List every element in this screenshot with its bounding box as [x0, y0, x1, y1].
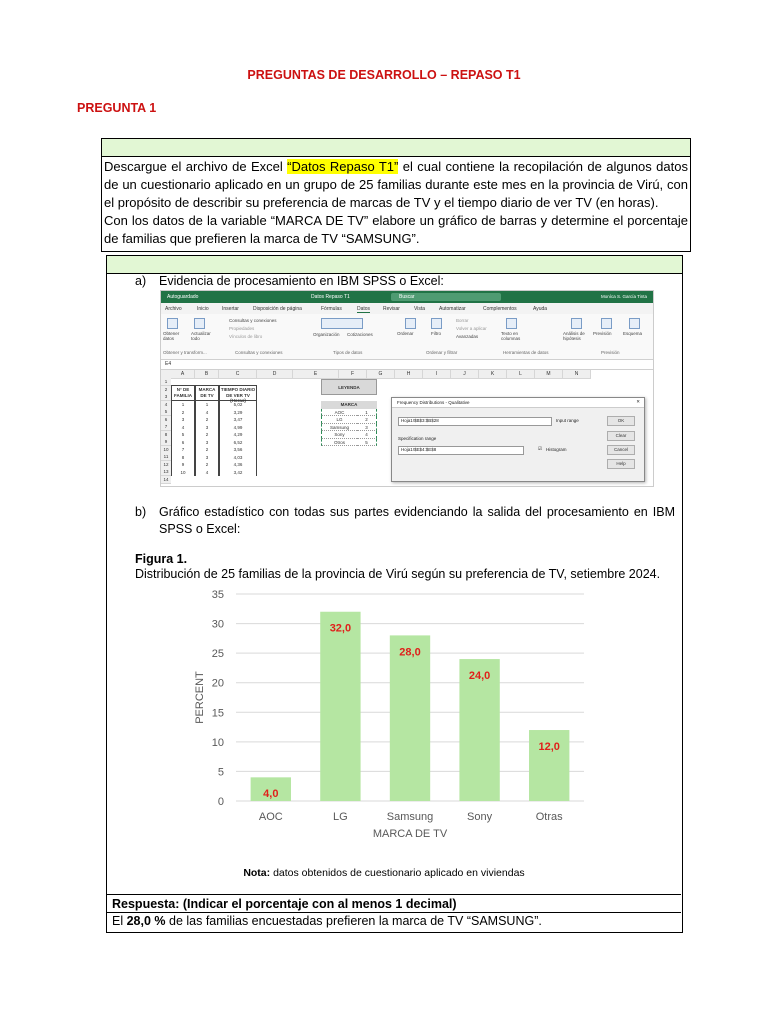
- data-label: 28,0: [399, 646, 421, 659]
- question-p1-before: Descargue el archivo de Excel: [104, 159, 288, 174]
- item-a: [135, 273, 444, 290]
- name-box[interactable]: E4: [165, 361, 172, 367]
- answer-after: de las familias encuestadas prefieren la marca de TV “SAMSUNG”.: [165, 914, 542, 928]
- ribbon-ordenar[interactable]: Ordenar: [397, 331, 414, 336]
- table-header: MARCA DE TV: [195, 385, 219, 401]
- group-ordenar: Ordenar y filtrar: [426, 350, 458, 355]
- legend-code[interactable]: 1: [357, 409, 377, 417]
- question-p1-after: el cual contiene la recopilación de algunos datos de un cuestionario aplicado en un grupo de 25 familias durante este mes en la provincia de Virú, con el propósito de describir su preferencia de marcas de TV y el tiempo diario de ver TV (en horas).: [104, 159, 688, 210]
- figure-title: Distribución de 25 familias de la provincia de Virú según su preferencia de TV, setiembre 2024.: [135, 567, 661, 581]
- column-header[interactable]: N: [563, 370, 591, 379]
- question-text: [102, 157, 690, 251]
- row-header[interactable]: 5: [161, 408, 171, 416]
- ribbon-organizacion[interactable]: Organización: [313, 332, 340, 337]
- ribbon-filtro[interactable]: Filtro: [431, 331, 441, 336]
- ribbon-analisis[interactable]: Análisis de hipótesis: [563, 331, 585, 341]
- legend-code[interactable]: 4: [357, 431, 377, 439]
- bar-samsung: [390, 635, 430, 801]
- table-cell[interactable]: 3,29: [219, 409, 257, 417]
- excel-search-label: Buscar: [399, 294, 415, 300]
- question-box-header: [102, 139, 690, 157]
- x-tick-label: Otras: [535, 811, 563, 823]
- response-divider-2: [106, 912, 681, 913]
- histogram-checkbox[interactable]: ☑: [538, 446, 543, 451]
- forecast-icon[interactable]: [601, 318, 612, 329]
- table-cell[interactable]: 1: [195, 401, 219, 409]
- excel-file-title: Datos Repaso T1: [311, 294, 350, 300]
- y-tick-label: 35: [211, 589, 224, 601]
- legend-code[interactable]: 3: [357, 424, 377, 432]
- column-header[interactable]: C: [219, 370, 257, 379]
- column-header[interactable]: A: [171, 370, 195, 379]
- data-label: 32,0: [329, 622, 352, 635]
- spec-range-value: Hoja1!$E$4:$E$8: [401, 447, 437, 452]
- table-cell[interactable]: 2: [195, 461, 219, 469]
- row-header[interactable]: 9: [161, 438, 171, 446]
- table-cell[interactable]: 3: [171, 416, 195, 424]
- table-cell[interactable]: 3: [195, 454, 219, 462]
- data-label: 24,0: [468, 670, 491, 683]
- group-consultas: Consultas y conexiones: [235, 350, 283, 355]
- column-header[interactable]: B: [195, 370, 219, 379]
- dialog-close-icon[interactable]: ✕: [636, 399, 640, 404]
- response-question: Respuesta: (Indicar el porcentaje con al menos 1 decimal): [112, 897, 457, 911]
- row-header[interactable]: 12: [161, 461, 171, 469]
- row-header[interactable]: 3: [161, 393, 171, 401]
- response-answer: [112, 914, 542, 928]
- table-cell[interactable]: 3: [195, 424, 219, 432]
- menu-formulas[interactable]: Fórmulas: [321, 306, 342, 312]
- ribbon-texto-columnas[interactable]: Texto en columnas: [501, 331, 521, 341]
- x-tick-label: Sony: [467, 811, 493, 823]
- outline-icon[interactable]: [629, 318, 640, 329]
- table-cell[interactable]: 3: [195, 439, 219, 447]
- menu-automatizar[interactable]: Automatizar: [439, 306, 466, 312]
- table-cell[interactable]: 2: [195, 446, 219, 454]
- table-cell[interactable]: 10: [171, 469, 195, 477]
- clear-button[interactable]: Clear: [607, 431, 635, 441]
- table-cell[interactable]: 3,47: [219, 416, 257, 424]
- row-header[interactable]: 7: [161, 423, 171, 431]
- y-tick-label: 25: [211, 648, 224, 661]
- table-cell[interactable]: 3,42: [219, 469, 257, 477]
- question-box: [101, 138, 691, 252]
- table-cell[interactable]: 5,02: [219, 401, 257, 409]
- ribbon-consultas[interactable]: Consultas y conexiones: [229, 318, 277, 323]
- get-data-icon[interactable]: [167, 318, 178, 329]
- column-header[interactable]: D: [257, 370, 293, 379]
- excel-menubar: [161, 303, 653, 314]
- group-tipos: Tipos de datos: [333, 350, 363, 355]
- ribbon-volver[interactable]: Volver a aplicar: [456, 326, 487, 331]
- highlighted-file-name: “Datos Repaso T1”: [287, 159, 399, 174]
- legend-code[interactable]: 5: [357, 439, 377, 447]
- input-range-label: Input range: [556, 418, 579, 423]
- menu-revisar[interactable]: Revisar: [383, 306, 400, 312]
- ribbon-obtener[interactable]: Obtener datos: [163, 331, 180, 341]
- table-cell[interactable]: 2: [171, 409, 195, 417]
- filter-icon[interactable]: [431, 318, 442, 329]
- row-header[interactable]: 6: [161, 416, 171, 424]
- x-tick-label: Samsung: [386, 811, 434, 823]
- column-header[interactable]: H: [395, 370, 423, 379]
- group-herramientas: Herramientas de datos: [503, 350, 549, 355]
- table-header: N° DE FAMILIA: [171, 385, 195, 401]
- table-header: TIEMPO DIARIO DE VER TV (Horas): [220, 387, 256, 403]
- x-tick-label: LG: [333, 811, 348, 823]
- legend-brand[interactable]: Sony: [321, 431, 357, 439]
- column-header[interactable]: J: [451, 370, 479, 379]
- menu-vista[interactable]: Vista: [414, 306, 426, 312]
- legend-brand[interactable]: Otros: [321, 439, 357, 447]
- y-tick-label: 15: [211, 707, 224, 720]
- sort-icon[interactable]: [405, 318, 416, 329]
- item-b-label: b): [135, 505, 147, 519]
- y-tick-label: 5: [217, 766, 224, 779]
- row-header[interactable]: 10: [161, 446, 171, 454]
- table-cell[interactable]: 4,03: [219, 454, 257, 462]
- table-cell[interactable]: 4,99: [219, 424, 257, 432]
- table-cell[interactable]: 4: [195, 409, 219, 417]
- dialog-title: Frequency Distributions - Qualitative: [397, 400, 470, 405]
- column-header[interactable]: M: [535, 370, 563, 379]
- row-header[interactable]: 8: [161, 431, 171, 439]
- data-types-icon[interactable]: [321, 318, 363, 329]
- table-cell[interactable]: 8: [171, 454, 195, 462]
- histogram-label: Histogram: [546, 447, 567, 452]
- question-number: PREGUNTA 1: [77, 101, 157, 115]
- row-header[interactable]: 2: [161, 386, 171, 394]
- row-header[interactable]: 13: [161, 468, 171, 476]
- legend-brand[interactable]: LG: [321, 416, 357, 424]
- spreadsheet-grid[interactable]: [161, 370, 653, 486]
- note-bold: Nota:: [243, 867, 271, 879]
- answer-value: 28,0 %: [126, 914, 166, 928]
- column-header[interactable]: F: [339, 370, 367, 379]
- x-axis-title: MARCA DE TV: [372, 828, 448, 840]
- data-label: 4,0: [263, 788, 279, 800]
- page-title: PREGUNTAS DE DESARROLLO – REPASO T1: [247, 68, 521, 82]
- y-axis-title: PERCENT: [194, 671, 206, 724]
- column-header[interactable]: K: [479, 370, 507, 379]
- bar-chart: [176, 584, 592, 848]
- group-obtener: Obtener y transform...: [163, 350, 207, 355]
- answer-box-header: [107, 256, 682, 274]
- menu-complementos[interactable]: Complementos: [483, 306, 517, 312]
- data-label: 12,0: [538, 741, 560, 754]
- table-cell[interactable]: 4,29: [219, 431, 257, 439]
- table-cell[interactable]: 7: [171, 446, 195, 454]
- table-cell[interactable]: 6: [171, 439, 195, 447]
- ribbon-borrar[interactable]: Borrar: [456, 318, 469, 323]
- ribbon-vinculos[interactable]: Vínculos de libro: [229, 334, 263, 339]
- ok-button[interactable]: OK: [607, 416, 635, 426]
- row-header[interactable]: 11: [161, 453, 171, 461]
- item-b: [135, 504, 675, 538]
- menu-datos[interactable]: Datos: [357, 306, 371, 312]
- excel-screenshot: [160, 290, 654, 487]
- formula-bar[interactable]: [161, 360, 653, 370]
- menu-archivo[interactable]: Archivo: [165, 306, 182, 312]
- refresh-icon[interactable]: [194, 318, 205, 329]
- response-divider: [106, 894, 681, 895]
- table-cell[interactable]: 2: [195, 431, 219, 439]
- x-tick-label: AOC: [258, 811, 283, 823]
- spec-range-label: Specification range: [398, 436, 437, 441]
- text-to-columns-icon[interactable]: [506, 318, 517, 329]
- figure-label: Figura 1.: [135, 552, 188, 566]
- legend-brand[interactable]: AOC: [321, 409, 357, 417]
- column-header[interactable]: L: [507, 370, 535, 379]
- row-header[interactable]: 14: [161, 476, 171, 484]
- table-cell[interactable]: 1: [171, 401, 195, 409]
- column-header[interactable]: G: [367, 370, 395, 379]
- menu-ayuda[interactable]: Ayuda: [533, 306, 548, 312]
- table-cell[interactable]: 4,36: [219, 461, 257, 469]
- excel-titlebar: [161, 291, 653, 303]
- table-cell[interactable]: 2: [195, 416, 219, 424]
- figure-note: [0, 867, 768, 879]
- frequency-dialog: [391, 397, 645, 482]
- legend-header: MARCA: [321, 401, 377, 409]
- item-a-label: a): [135, 274, 147, 288]
- menu-disposicion[interactable]: Disposición de página: [253, 306, 302, 312]
- note-text: datos obtenidos de cuestionario aplicado en viviendas: [270, 867, 525, 879]
- ribbon-prevision[interactable]: Previsión: [593, 331, 612, 336]
- legend-title: LEYENDA: [321, 379, 377, 395]
- column-header[interactable]: I: [423, 370, 451, 379]
- y-tick-label: 10: [211, 736, 224, 749]
- table-cell[interactable]: 6,52: [219, 439, 257, 447]
- y-tick-label: 20: [211, 677, 224, 690]
- row-header[interactable]: 4: [161, 401, 171, 409]
- what-if-icon[interactable]: [571, 318, 582, 329]
- table-cell[interactable]: 3,56: [219, 446, 257, 454]
- excel-ribbon: [161, 314, 653, 360]
- autosave-label: Autoguardado: [167, 294, 199, 300]
- ribbon-avanzadas[interactable]: Avanzadas: [456, 334, 479, 339]
- column-header[interactable]: E: [293, 370, 339, 379]
- question-p2: Con los datos de la variable “MARCA DE TV” elabore un gráfico de barras y determine el porcentaje de familias que prefieren la marca de TV “SAMSUNG”.: [104, 213, 688, 246]
- menu-inicio[interactable]: Inicio: [197, 306, 209, 312]
- y-tick-label: 0: [217, 796, 224, 808]
- excel-user-name: Moníca S. García Tinta: [600, 294, 647, 299]
- input-range-value: Hoja1!$B$3:$B$28: [401, 418, 439, 423]
- legend-code[interactable]: 2: [357, 416, 377, 424]
- row-header[interactable]: 1: [161, 378, 171, 386]
- bar-lg: [320, 612, 360, 801]
- menu-insertar[interactable]: Insertar: [222, 306, 239, 312]
- help-button[interactable]: Help: [607, 459, 635, 469]
- cancel-button[interactable]: Cancel: [607, 445, 635, 455]
- table-cell[interactable]: 9: [171, 461, 195, 469]
- ribbon-propiedades[interactable]: Propiedades: [229, 326, 255, 331]
- table-cell[interactable]: 4: [195, 469, 219, 477]
- ribbon-actualizar[interactable]: Actualizar todo: [191, 331, 211, 341]
- table-cell[interactable]: 5: [171, 431, 195, 439]
- item-a-text: Evidencia de procesamiento en IBM SPSS o Excel:: [159, 274, 444, 288]
- group-prevision: Previsión: [601, 350, 620, 355]
- item-b-text: Gráfico estadístico con todas sus partes evidenciando la salida del procesamiento en IBM SPSS o Excel:: [159, 505, 675, 536]
- table-cell[interactable]: 4: [171, 424, 195, 432]
- y-tick-label: 30: [211, 618, 224, 631]
- legend-brand[interactable]: Samsung: [321, 424, 357, 432]
- ribbon-esquema[interactable]: Esquema: [623, 331, 643, 336]
- answer-before: El: [112, 914, 127, 928]
- ribbon-cotizaciones[interactable]: Cotizaciones: [347, 332, 373, 337]
